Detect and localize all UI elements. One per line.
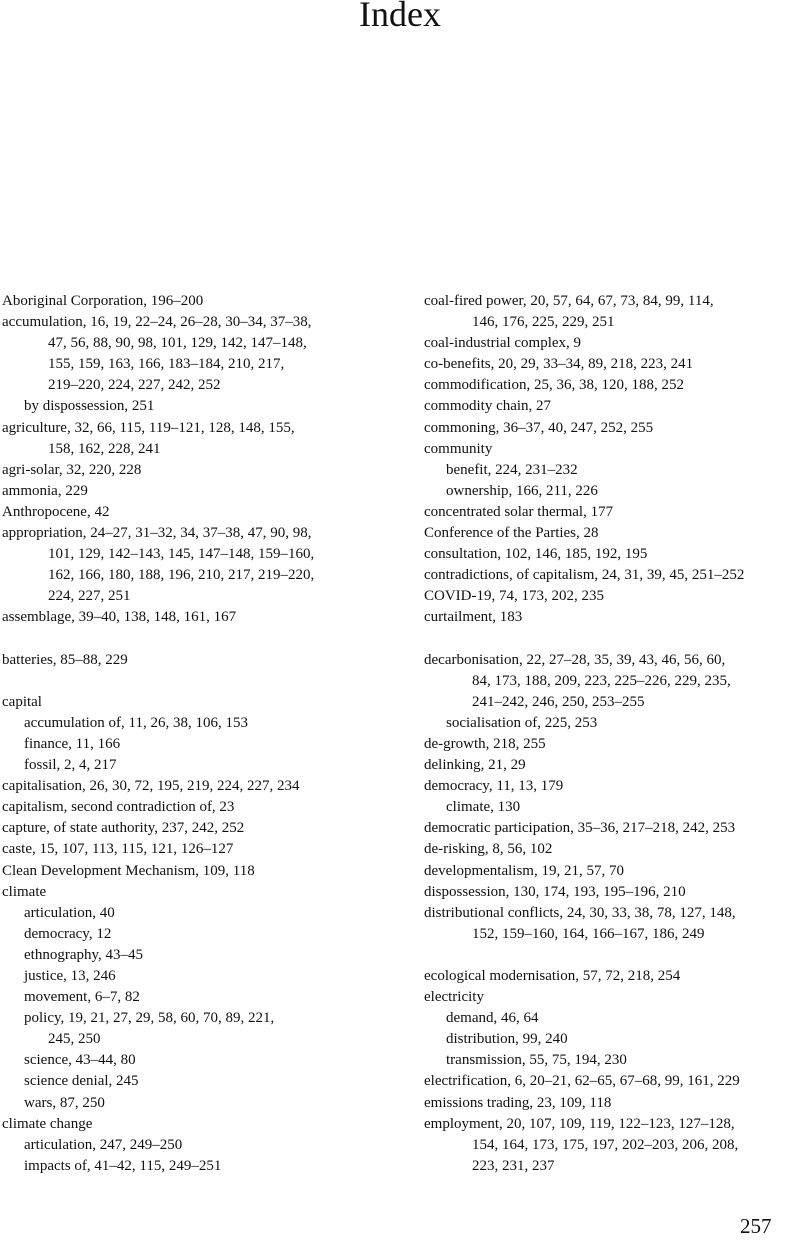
index-entry-continuation: 245, 250 bbox=[48, 1031, 101, 1048]
index-entry: emissions trading, 23, 109, 118 bbox=[424, 1094, 612, 1111]
index-subentry: demand, 46, 64 bbox=[446, 1010, 539, 1027]
index-entry-continuation: 158, 162, 228, 241 bbox=[48, 440, 161, 457]
index-entry-continuation: 224, 227, 251 bbox=[48, 588, 131, 605]
section-gap bbox=[424, 945, 800, 966]
index-entry: concentrated solar thermal, 177 bbox=[424, 503, 614, 520]
index-entry: accumulation, 16, 19, 22–24, 26–28, 30–34, 37–38, bbox=[2, 314, 312, 331]
index-subentry: benefit, 224, 231–232 bbox=[446, 461, 578, 478]
index-entry: commoning, 36–37, 40, 247, 252, 255 bbox=[424, 419, 654, 436]
index-entry: ammonia, 229 bbox=[2, 482, 88, 499]
index-entry-continuation: 155, 159, 163, 166, 183–184, 210, 217, bbox=[48, 356, 285, 373]
index-subentry: science denial, 245 bbox=[24, 1073, 139, 1090]
index-entry: climate change bbox=[2, 1115, 93, 1132]
index-subentry: socialisation of, 225, 253 bbox=[446, 714, 598, 731]
index-entry-continuation: 154, 164, 173, 175, 197, 202–203, 206, 208, bbox=[472, 1136, 739, 1153]
index-entry: electricity bbox=[424, 989, 484, 1006]
index-entry: Clean Development Mechanism, 109, 118 bbox=[2, 862, 255, 879]
index-entry: commodity chain, 27 bbox=[424, 398, 552, 415]
index-subentry: movement, 6–7, 82 bbox=[24, 989, 140, 1006]
index-entry: delinking, 21, 29 bbox=[424, 757, 526, 774]
index-entry-continuation: 146, 176, 225, 229, 251 bbox=[472, 314, 615, 331]
section-gap bbox=[424, 629, 800, 650]
index-entry: agriculture, 32, 66, 115, 119–121, 128, 148, 155, bbox=[2, 419, 295, 436]
index-entry: distributional conflicts, 24, 30, 33, 38, 78, 127, 148, bbox=[424, 904, 736, 921]
index-entry: curtailment, 183 bbox=[424, 609, 523, 626]
index-entry: agri-solar, 32, 220, 228 bbox=[2, 461, 142, 478]
index-subentry: accumulation of, 11, 26, 38, 106, 153 bbox=[24, 714, 248, 731]
index-subentry: climate, 130 bbox=[446, 799, 521, 816]
index-subentry: by dispossession, 251 bbox=[24, 398, 155, 415]
index-entry: appropriation, 24–27, 31–32, 34, 37–38, 47, 90, 98, bbox=[2, 525, 312, 542]
index-entry: Aboriginal Corporation, 196–200 bbox=[2, 293, 204, 309]
page-number: 257 bbox=[740, 1214, 772, 1238]
index-entry: capitalisation, 26, 30, 72, 195, 219, 224, 227, 234 bbox=[2, 778, 300, 795]
index-subentry: articulation, 247, 249–250 bbox=[24, 1136, 183, 1153]
index-entry: caste, 15, 107, 113, 115, 121, 126–127 bbox=[2, 841, 234, 858]
index-column-left bbox=[2, 291, 394, 1177]
index-subentry: policy, 19, 21, 27, 29, 58, 60, 70, 89, 221, bbox=[24, 1010, 275, 1027]
index-entry-continuation: 162, 166, 180, 188, 196, 210, 217, 219–220, bbox=[48, 567, 315, 584]
index-entry: de-growth, 218, 255 bbox=[424, 735, 546, 752]
index-subentry: transmission, 55, 75, 194, 230 bbox=[446, 1052, 627, 1069]
index-entry: Anthropocene, 42 bbox=[2, 503, 110, 520]
index-subentry: fossil, 2, 4, 217 bbox=[24, 757, 117, 774]
index-subentry: science, 43–44, 80 bbox=[24, 1052, 136, 1069]
index-subentry: articulation, 40 bbox=[24, 904, 115, 921]
section-gap bbox=[2, 671, 394, 692]
index-entry-continuation: 241–242, 246, 250, 253–255 bbox=[472, 693, 645, 710]
index-entry: decarbonisation, 22, 27–28, 35, 39, 43, 46, 56, 60, bbox=[424, 651, 726, 668]
index-entry: ecological modernisation, 57, 72, 218, 254 bbox=[424, 968, 681, 984]
index-entry-continuation: 84, 173, 188, 209, 223, 225–226, 229, 235, bbox=[472, 672, 731, 689]
index-column-right bbox=[424, 291, 800, 1177]
index-entry: coal-fired power, 20, 57, 64, 67, 73, 84, 99, 114, bbox=[424, 293, 714, 309]
index-entry-continuation: 219–220, 224, 227, 242, 252 bbox=[48, 377, 221, 394]
index-entry: developmentalism, 19, 21, 57, 70 bbox=[424, 862, 624, 879]
index-subentry: democracy, 12 bbox=[24, 925, 112, 942]
index-entry: Conference of the Parties, 28 bbox=[424, 525, 599, 542]
page-title: Index bbox=[359, 0, 441, 34]
index-entry: community bbox=[424, 440, 493, 457]
index-entry: climate bbox=[2, 883, 47, 900]
section-gap bbox=[2, 629, 394, 650]
index-entry: assemblage, 39–40, 138, 148, 161, 167 bbox=[2, 609, 237, 626]
index-subentry: distribution, 99, 240 bbox=[446, 1031, 568, 1048]
index-entry: capture, of state authority, 237, 242, 252 bbox=[2, 820, 245, 837]
index-entry: COVID-19, 74, 173, 202, 235 bbox=[424, 588, 604, 605]
index-entry: capital bbox=[2, 693, 42, 710]
index-subentry: finance, 11, 166 bbox=[24, 735, 121, 752]
index-entry: employment, 20, 107, 109, 119, 122–123, 127–128, bbox=[424, 1115, 735, 1132]
index-subentry: wars, 87, 250 bbox=[24, 1094, 105, 1111]
index-subentry: ownership, 166, 211, 226 bbox=[446, 482, 598, 499]
index-entry: capitalism, second contradiction of, 23 bbox=[2, 799, 235, 816]
index-entry: democratic participation, 35–36, 217–218, 242, 253 bbox=[424, 820, 736, 837]
index-entry: contradictions, of capitalism, 24, 31, 39, 45, 251–252 bbox=[424, 567, 745, 584]
index-entry: consultation, 102, 146, 185, 192, 195 bbox=[424, 546, 648, 563]
index-entry: co-benefits, 20, 29, 33–34, 89, 218, 223, 241 bbox=[424, 356, 694, 373]
index-entry-continuation: 101, 129, 142–143, 145, 147–148, 159–160, bbox=[48, 546, 315, 563]
index-entry-continuation: 152, 159–160, 164, 166–167, 186, 249 bbox=[472, 925, 705, 942]
index-entry: coal-industrial complex, 9 bbox=[424, 335, 582, 352]
index-entry: dispossession, 130, 174, 193, 195–196, 210 bbox=[424, 883, 686, 900]
index-entry: democracy, 11, 13, 179 bbox=[424, 778, 564, 795]
index-entry-continuation: 223, 231, 237 bbox=[472, 1157, 555, 1174]
index-subentry: ethnography, 43–45 bbox=[24, 946, 144, 963]
index-subentry: justice, 13, 246 bbox=[24, 968, 116, 984]
index-subentry: impacts of, 41–42, 115, 249–251 bbox=[24, 1157, 222, 1174]
index-entry: batteries, 85–88, 229 bbox=[2, 651, 128, 668]
index-entry: commodification, 25, 36, 38, 120, 188, 252 bbox=[424, 377, 684, 394]
index-entry-continuation: 47, 56, 88, 90, 98, 101, 129, 142, 147–148, bbox=[48, 335, 307, 352]
index-entry: de-risking, 8, 56, 102 bbox=[424, 841, 553, 858]
index-entry: electrification, 6, 20–21, 62–65, 67–68, 99, 161, 229 bbox=[424, 1073, 740, 1090]
